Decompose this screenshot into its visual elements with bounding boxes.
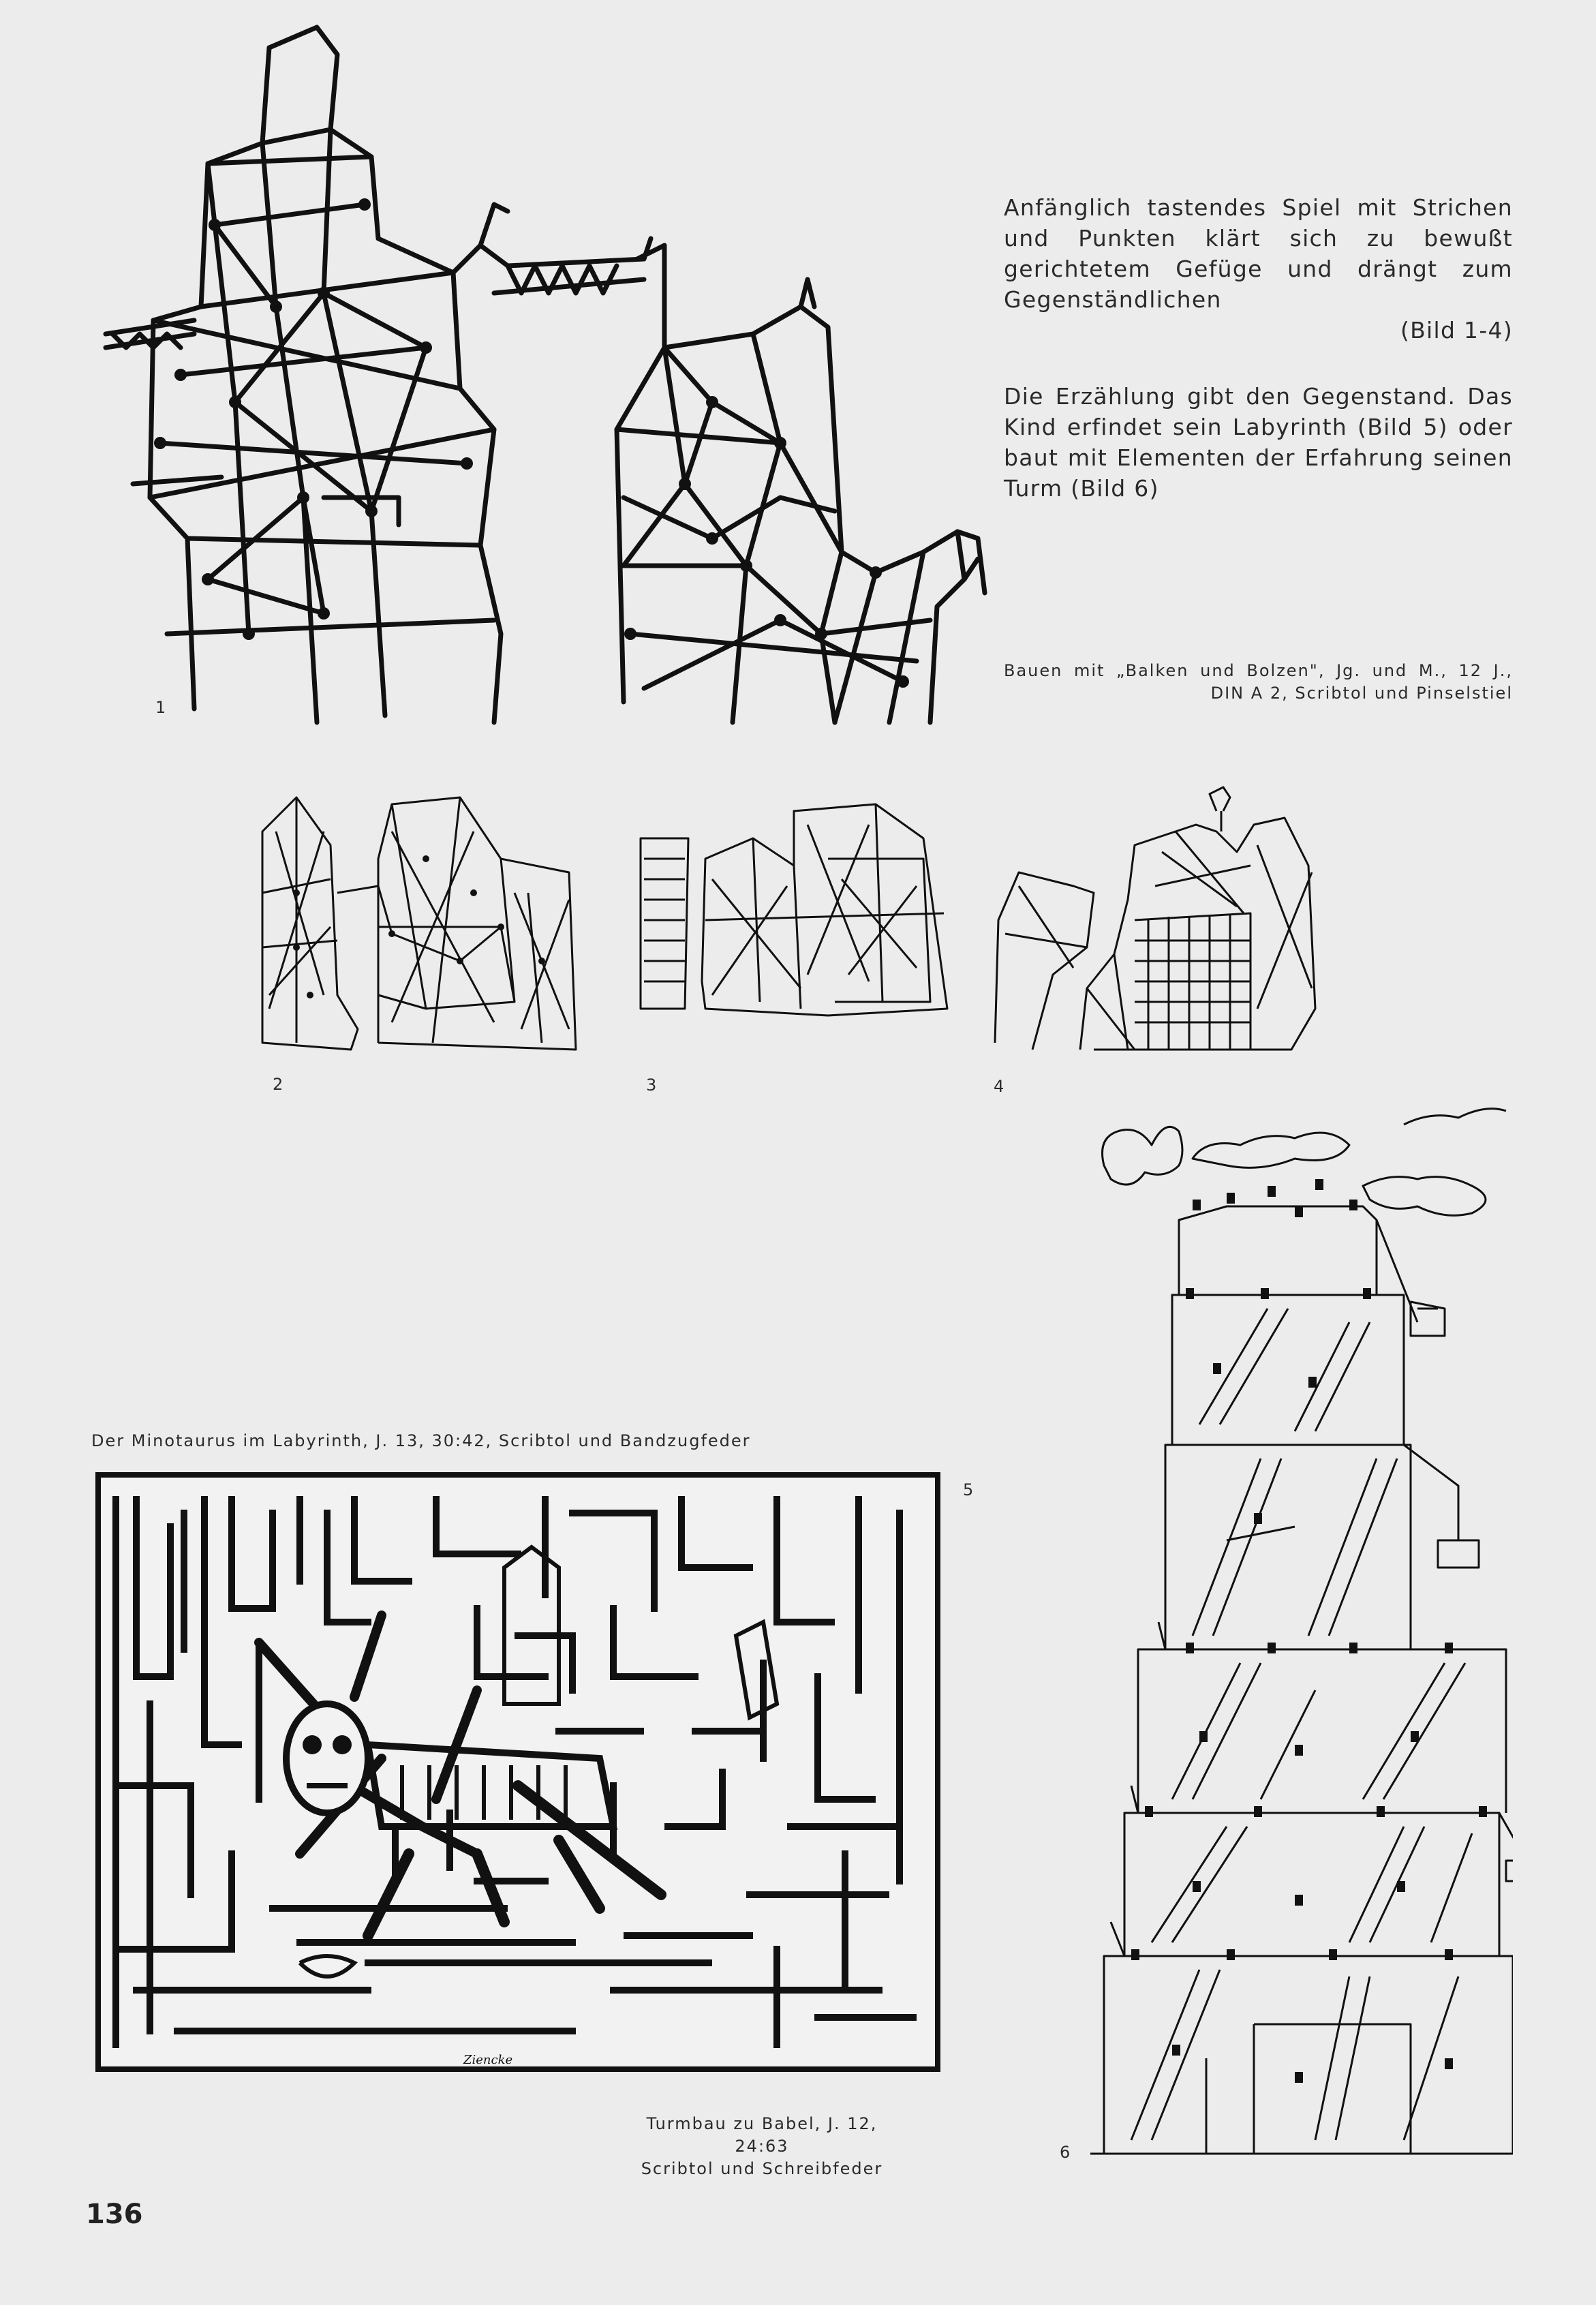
caption-figure-6 xyxy=(626,2113,898,2180)
figure-1-drawing xyxy=(99,20,998,729)
figure-number-3: 3 xyxy=(646,1075,657,1095)
figure-6-drawing xyxy=(1090,1104,1513,2167)
caption-figure-1-line-1: Bauen mit „Balken und Bolzen", Jg. und M., 12 J., xyxy=(1004,661,1513,680)
figure-number-1: 1 xyxy=(155,698,166,717)
intro-paragraph-2: Die Erzählung gibt den Gegenstand. Das Kind erfindet sein Labyrinth (Bild 5) oder baut mit Elementen der Erfahrung seinen Turm (Bild 6) xyxy=(1004,383,1513,502)
intro-paragraph-1-reference: (Bild 1-4) xyxy=(1400,317,1513,344)
figure-5-minotaurus-labyrinth xyxy=(95,1472,940,2072)
figure-5-signature: Ziencke xyxy=(463,2053,513,2067)
page-number: 136 xyxy=(86,2199,143,2230)
figure-5-drawing xyxy=(95,1472,940,2072)
intro-paragraph-1: Anfänglich tastendes Spiel mit Strichen und Punkten klärt sich zu bewußt gerichtetem Gefüge und drängt zum Gegenständlichen xyxy=(1004,194,1513,313)
figure-number-2: 2 xyxy=(273,1075,283,1094)
figure-number-4: 4 xyxy=(994,1077,1004,1096)
caption-figure-5: Der Minotaurus im Labyrinth, J. 13, 30:42, Scribtol und Bandzugfeder xyxy=(91,1431,751,1450)
figure-4-drawing xyxy=(992,784,1353,1056)
figure-2-drawing xyxy=(256,791,586,1056)
figure-3-drawing xyxy=(637,797,951,1019)
caption-figure-6-line-2: Scribtol und Schreibfeder xyxy=(641,2159,883,2178)
caption-figure-6-line-1: Turmbau zu Babel, J. 12, 24:63 xyxy=(646,2114,878,2156)
figure-number-6: 6 xyxy=(1060,2143,1071,2162)
figure-1-balken-und-bolzen xyxy=(99,20,998,729)
figure-6-turmbau-zu-babel xyxy=(1090,1104,1513,2167)
caption-figure-1 xyxy=(1004,660,1513,705)
intro-text xyxy=(1004,192,1513,504)
caption-figure-1-line-2: DIN A 2, Scribtol und Pinselstiel xyxy=(1210,684,1513,703)
figure-number-5: 5 xyxy=(963,1480,974,1499)
